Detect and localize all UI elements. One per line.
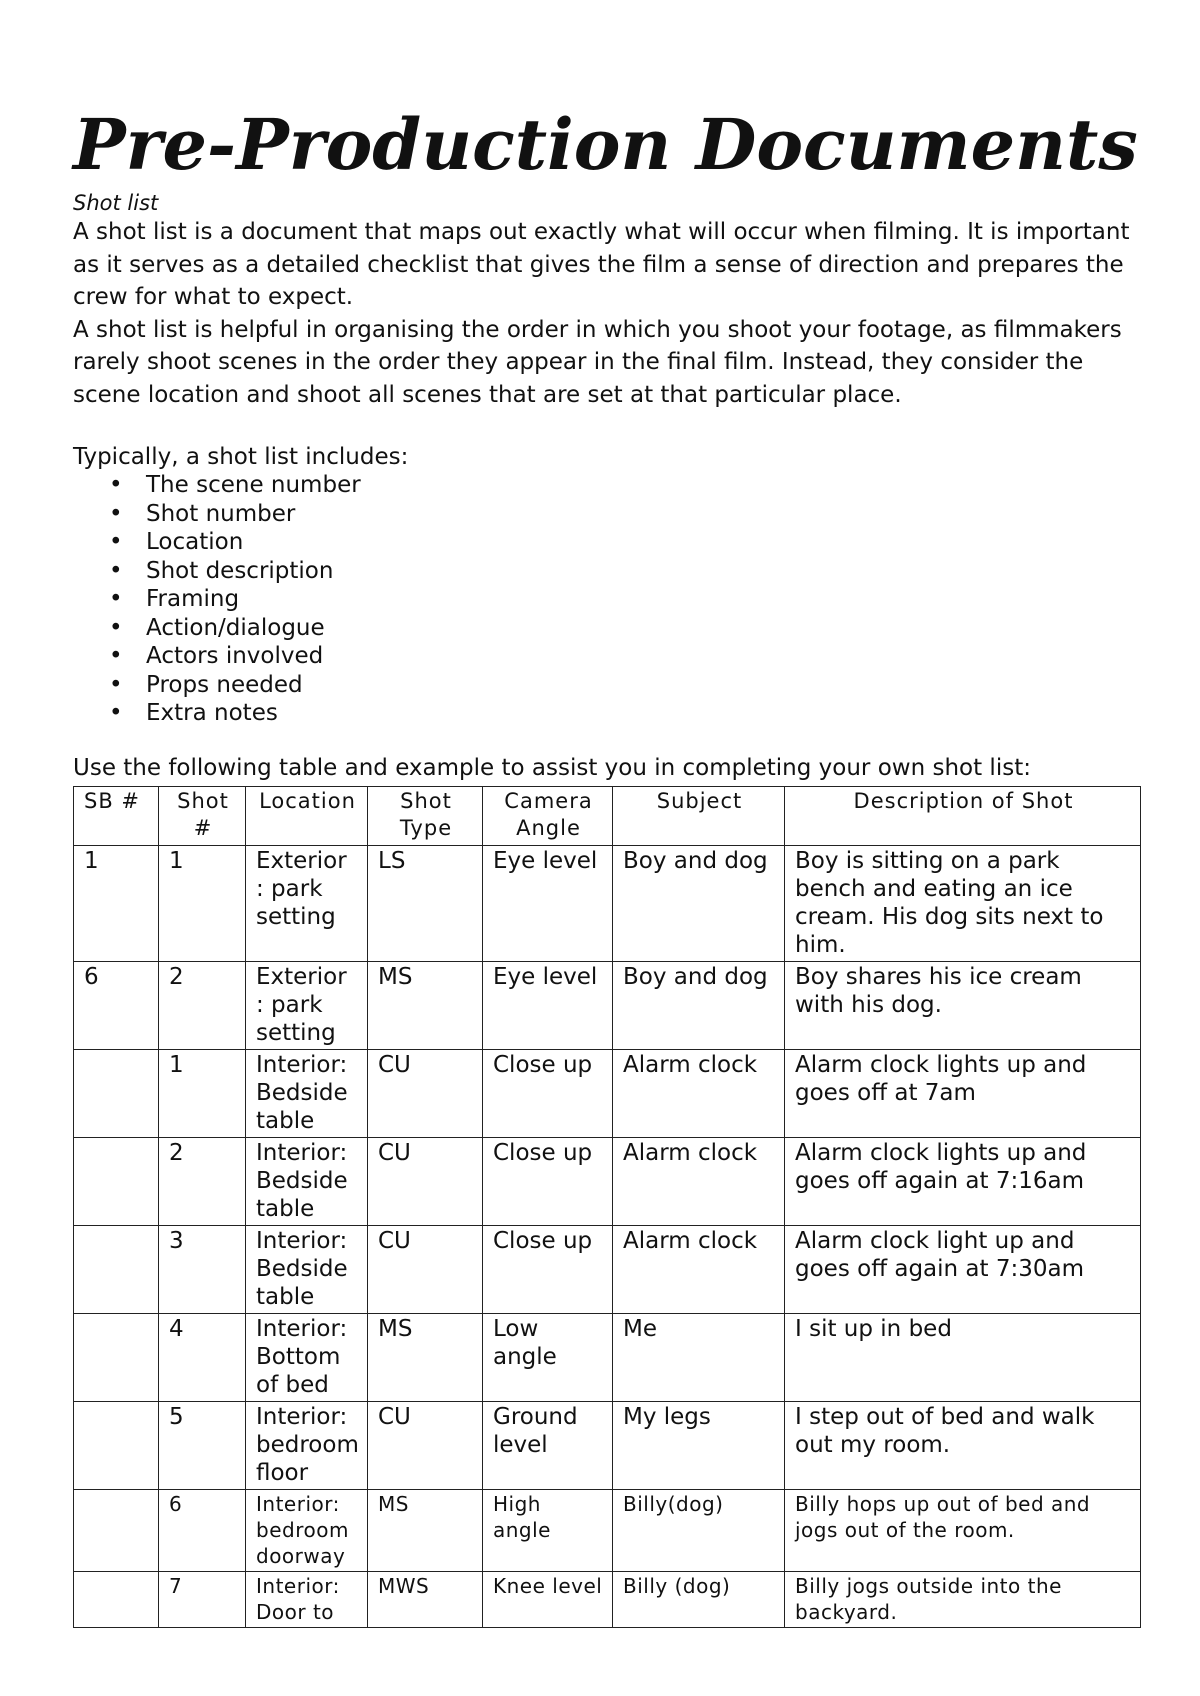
cell-shot-type: LS — [368, 845, 483, 961]
list-item — [73, 557, 1140, 586]
cell-subject: Alarm clock — [613, 1049, 785, 1137]
cell-location: Interior: bedroom doorway — [246, 1489, 368, 1571]
cell-location: Interior: Bedside table — [246, 1137, 368, 1225]
intro-paragraph-1: A shot list is a document that maps out exactly what will occur when filming. It is important as it serves as a detailed checklist that gives the film a sense of direction and prepares the crew for what to expect. — [73, 219, 1130, 310]
cell-subject: Boy and dog — [613, 845, 785, 961]
list-item — [73, 528, 1140, 557]
list-item-text: Shot description — [146, 557, 334, 584]
shot-list-table — [73, 786, 1141, 1628]
table-row — [74, 1571, 1141, 1627]
cell-camera-angle: Eye level — [483, 845, 613, 961]
cell-location: Interior: Door to — [246, 1571, 368, 1627]
cell-shot-type: CU — [368, 1049, 483, 1137]
cell-location: Interior: Bedside table — [246, 1049, 368, 1137]
cell-subject: Me — [613, 1313, 785, 1401]
cell-camera-angle: Close up — [483, 1049, 613, 1137]
cell-sb — [74, 1225, 159, 1313]
bullet-icon: • — [109, 472, 123, 498]
cell-location: Interior: bedroom floor — [246, 1401, 368, 1489]
cell-camera-angle: Low angle — [483, 1313, 613, 1401]
cell-subject: Alarm clock — [613, 1137, 785, 1225]
cell-sb: 6 — [74, 961, 159, 1049]
cell-subject: My legs — [613, 1401, 785, 1489]
cell-description: Billy jogs outside into the backyard. — [785, 1571, 1141, 1627]
header-location: Location — [246, 786, 368, 845]
cell-shot: 1 — [159, 845, 246, 961]
bullet-icon: • — [109, 671, 123, 698]
includes-lead: Typically, a shot list includes: — [73, 444, 409, 470]
page-title: Pre-Production Documents — [73, 103, 1138, 186]
cell-shot-type: CU — [368, 1401, 483, 1489]
cell-description: Alarm clock lights up and goes off at 7am — [785, 1049, 1141, 1137]
cell-shot: 6 — [159, 1489, 246, 1571]
bullet-icon: • — [109, 643, 123, 669]
cell-shot-type: CU — [368, 1137, 483, 1225]
list-item-text: Action/dialogue — [146, 614, 325, 641]
table-intro: Use the following table and example to assist you in completing your own shot list: — [73, 754, 1031, 781]
spacer — [73, 411, 1140, 443]
section-heading: Shot list — [73, 191, 159, 215]
cell-sb — [74, 1571, 159, 1627]
list-item-text: Framing — [146, 586, 240, 612]
cell-description: Billy hops up out of bed and jogs out of the room. — [785, 1489, 1141, 1571]
cell-camera-angle: Close up — [483, 1137, 613, 1225]
table-row — [74, 1049, 1141, 1137]
cell-location: Interior: Bottom of bed — [246, 1313, 368, 1401]
document-page — [73, 100, 1140, 1628]
cell-shot-type: MS — [368, 961, 483, 1049]
intro-paragraph-2: A shot list is helpful in organising the order in which you shoot your footage, as filmmakers rarely shoot scenes in the order they appear in the final film. Instead, they consider the scene location and shoot all scenes that are set at that particular place. — [73, 316, 1122, 408]
list-item — [73, 614, 1140, 643]
header-subject: Subject — [613, 786, 785, 845]
bullet-icon: • — [109, 700, 123, 726]
cell-location: Exterior : park setting — [246, 845, 368, 961]
cell-shot: 2 — [159, 961, 246, 1049]
cell-shot-type: MS — [368, 1313, 483, 1401]
includes-list — [73, 471, 1140, 728]
cell-sb — [74, 1401, 159, 1489]
list-item-text: Actors involved — [146, 643, 324, 669]
cell-shot: 1 — [159, 1049, 246, 1137]
cell-sb: 1 — [74, 845, 159, 961]
header-shot-type: Shot Type — [368, 786, 483, 845]
list-item — [73, 642, 1140, 671]
bullet-icon: • — [109, 586, 123, 612]
list-item — [73, 500, 1140, 529]
cell-shot-type: CU — [368, 1225, 483, 1313]
bullet-icon: • — [109, 614, 123, 641]
table-row — [74, 1313, 1141, 1401]
cell-shot: 2 — [159, 1137, 246, 1225]
cell-camera-angle: High angle — [483, 1489, 613, 1571]
header-shot: Shot # — [159, 786, 246, 845]
cell-sb — [74, 1313, 159, 1401]
cell-description: Alarm clock light up and goes off again at 7:30am — [785, 1225, 1141, 1313]
list-item-text: Shot number — [146, 500, 296, 527]
cell-camera-angle: Knee level — [483, 1571, 613, 1627]
cell-camera-angle: Close up — [483, 1225, 613, 1313]
cell-sb — [74, 1049, 159, 1137]
cell-subject: Alarm clock — [613, 1225, 785, 1313]
cell-camera-angle: Eye level — [483, 961, 613, 1049]
bullet-icon: • — [109, 500, 123, 527]
list-item-text: Extra notes — [146, 700, 278, 726]
cell-subject: Boy and dog — [613, 961, 785, 1049]
cell-description: Boy shares his ice cream with his dog. — [785, 961, 1141, 1049]
cell-shot-type: MWS — [368, 1571, 483, 1627]
bullet-icon: • — [109, 529, 123, 555]
cell-shot: 4 — [159, 1313, 246, 1401]
header-camera-angle: Camera Angle — [483, 786, 613, 845]
cell-sb — [74, 1489, 159, 1571]
table-row — [74, 1489, 1141, 1571]
cell-shot-type: MS — [368, 1489, 483, 1571]
list-item-text: Location — [146, 529, 244, 555]
cell-sb — [74, 1137, 159, 1225]
cell-shot: 7 — [159, 1571, 246, 1627]
list-item — [73, 671, 1140, 700]
cell-description: Boy is sitting on a park bench and eating an ice cream. His dog sits next to him. — [785, 845, 1141, 961]
cell-camera-angle: Ground level — [483, 1401, 613, 1489]
table-row — [74, 1225, 1141, 1313]
header-sb: SB # — [74, 786, 159, 845]
table-row — [74, 1401, 1141, 1489]
cell-description: I sit up in bed — [785, 1313, 1141, 1401]
cell-shot: 3 — [159, 1225, 246, 1313]
header-description: Description of Shot — [785, 786, 1141, 845]
list-item — [73, 699, 1140, 728]
cell-location: Exterior : park setting — [246, 961, 368, 1049]
cell-subject: Billy(dog) — [613, 1489, 785, 1571]
bullet-icon: • — [109, 557, 123, 584]
cell-description: Alarm clock lights up and goes off again at 7:16am — [785, 1137, 1141, 1225]
table-header-row — [74, 786, 1141, 845]
cell-shot: 5 — [159, 1401, 246, 1489]
table-row — [74, 961, 1141, 1049]
table-row — [74, 1137, 1141, 1225]
list-item-text: Props needed — [146, 671, 303, 698]
list-item — [73, 585, 1140, 614]
list-item — [73, 471, 1140, 500]
cell-subject: Billy (dog) — [613, 1571, 785, 1627]
table-row — [74, 845, 1141, 961]
cell-location: Interior: Bedside table — [246, 1225, 368, 1313]
cell-description: I step out of bed and walk out my room. — [785, 1401, 1141, 1489]
list-item-text: The scene number — [146, 472, 361, 498]
